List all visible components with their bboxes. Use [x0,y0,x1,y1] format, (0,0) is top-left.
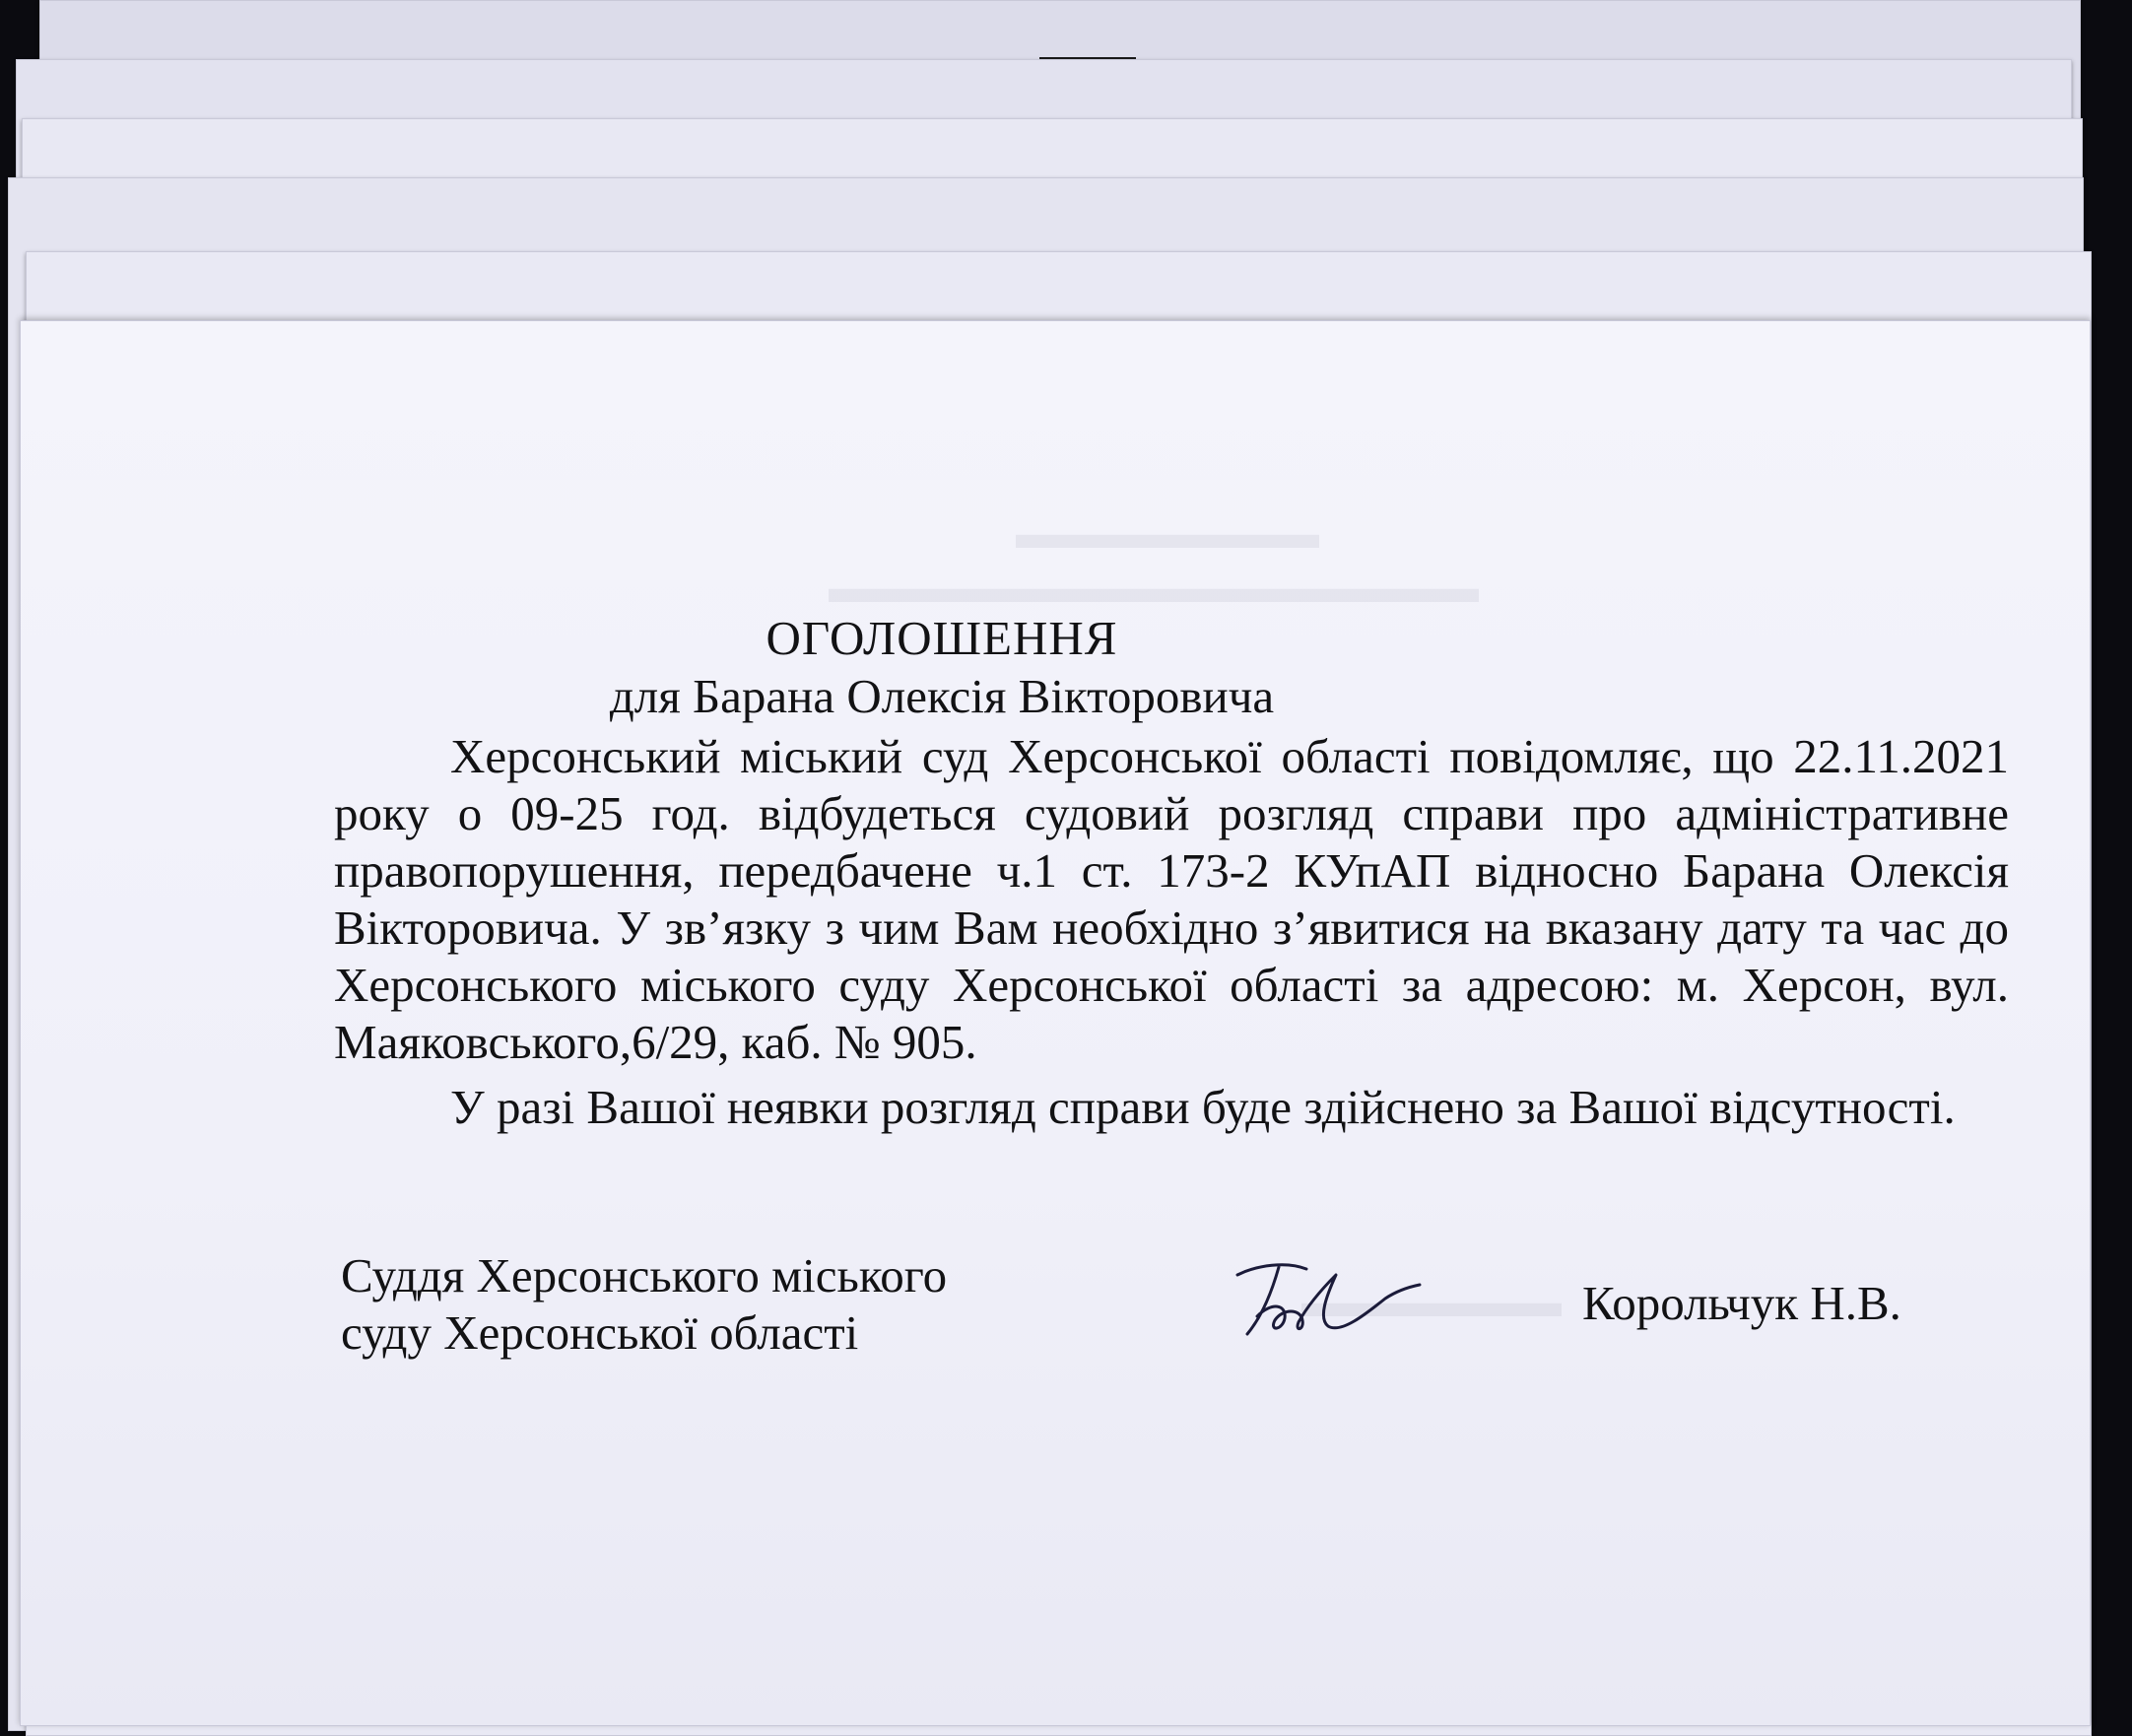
show-through-text: ▬▬▬▬▬▬▬▬▬▬▬▬▬▬▬ [829,564,1479,612]
judge-title [341,1247,947,1362]
body-paragraph: У разі Вашої неявки розгляд справи буде здійснено за Вашої відсутності. [450,1080,1956,1134]
judge-title-line: Суддя Херсонського міського [341,1248,948,1302]
signature-block [341,1247,2016,1385]
document-body [334,728,2009,1136]
document-recipient: для Барана Олексія Вікторовича [609,669,1275,723]
body-paragraph: Херсонський міський суд Херсонської області повідомляє, що 22.11.2021 року о 09-25 год. відбудеться судовий розгляд справи про адміністративне правопорушення, передбачене ч.1 ст. 173-2 КУпАП відносно Барана Олексія Вікторовича. У зв’язку з чим Вам необхідно з’явитися на вказану дату та час до Херсонського міського суду Херсонської області за адресою: м. Херсон, вул. Маяковського,6/29, каб. № 905. [334,729,2009,1069]
front-document-sheet [20,320,2091,1726]
show-through-text: ▬▬▬▬▬▬ [1301,1278,1562,1326]
judge-title-line: суду Херсонської області [341,1305,859,1360]
handwritten-signature [1218,1247,1425,1346]
judge-name: Корольчук Н.В. [1582,1276,1901,1330]
show-through-text: ▬▬▬▬▬▬▬ [1016,509,1319,558]
document-title: ОГОЛОШЕННЯ [766,611,1118,665]
